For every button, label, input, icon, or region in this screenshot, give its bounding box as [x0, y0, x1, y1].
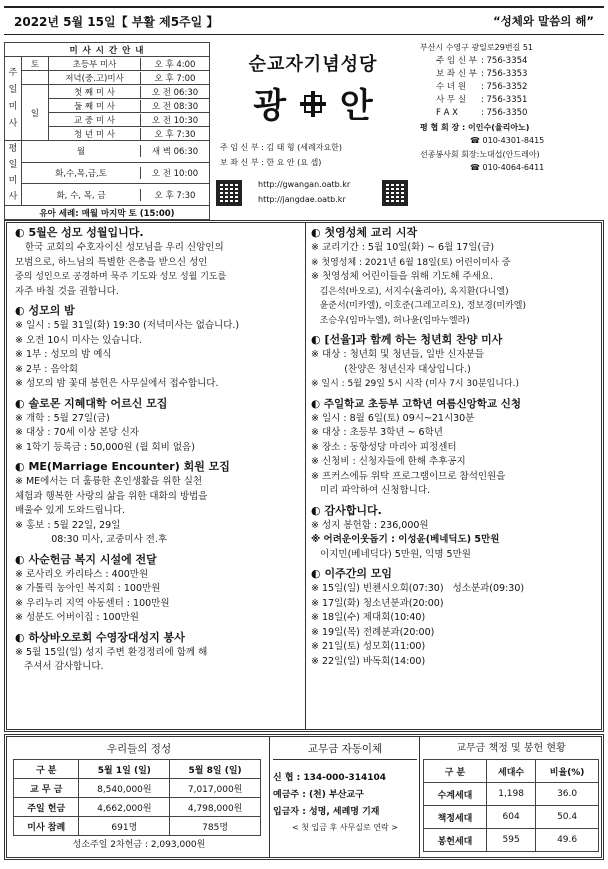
- left-column: [15, 225, 301, 675]
- contact-value: : 756-3352: [480, 82, 528, 92]
- table-row: 교 무 금 8,540,000원 7,017,000원: [14, 779, 261, 798]
- section-solomon-college: ◐ 솔로몬 지혜대학 어르신 모집 ※ 개학 : 5월 27일(금) ※ 대상 : 70세 이상 본당 신자 ※ 1학기 등록금 : 50,000원 (월 회비 없음): [15, 396, 301, 456]
- contact-label: 수 녀 원: [436, 82, 467, 92]
- mass-time: 오 후 7:30: [154, 129, 196, 140]
- mass-name: 초등부 미사: [49, 58, 141, 70]
- section-marriage-encounter: ◐ ME(Marriage Encounter) 회원 모집 ※ ME에서는 더 훌륭한 혼인생활을 위한 실천 체험과 행복한 사랑의 삶을 위한 대화의 방법을 배울수 있게 도와드립니다. ※ 홍보 : 5월 22일, 29일 08:30 미사, 교중미사 전.후: [15, 459, 301, 548]
- mass-time: 오 전 10:30: [151, 115, 199, 126]
- table-header: 구 분: [424, 760, 487, 783]
- motto: “성체와 말씀의 해”: [493, 14, 594, 28]
- mass-name: 화,수,목,금,토: [22, 167, 141, 179]
- assistant-pastor: 보 좌 신 부 : 한 요 안 (요 셉): [220, 158, 322, 167]
- tithe-status-title: 교무금 책정 및 봉헌 현황: [456, 743, 566, 754]
- offerings-table: [13, 759, 261, 836]
- council-president: 평 협 회 장 : 이인수(율리아노): [420, 123, 530, 132]
- table-row: 미사 참례 691명 785명: [14, 817, 261, 836]
- header-bar: [4, 6, 604, 35]
- divider: [269, 737, 270, 857]
- church-name: [214, 78, 412, 127]
- table-row: 주일 헌금 4,662,000원 4,798,000원: [14, 798, 261, 817]
- mass-schedule-title: 미 사 시 간 안 내: [5, 43, 210, 57]
- right-column: [311, 225, 599, 669]
- contact-label: 주 임 신 부: [436, 56, 477, 66]
- section-first-communion: ◐ 첫영성체 교리 시작 ※ 교리기간 : 5월 10일(화) ~ 6월 17일(금) ※ 첫영성체 : 2021년 6월 18일(토) 어린이미사 중 ※ 첫영성체 어린이들을 위해 기도해 주세요. 김은석(바오로), 서지수(율리아), 옥지환(다니엘) 윤준서(미카엘), 이호준(그레고리오), 정보경(미카엘) 조승우(임마누엘), 허나윤(임마누엘라): [311, 225, 599, 328]
- cross-emblem-icon: [298, 88, 328, 118]
- mass-name: 청 년 미 사: [49, 128, 141, 140]
- mass-time: 오 후 7:00: [154, 73, 196, 84]
- phone-table: [434, 55, 529, 120]
- news-box: [4, 220, 604, 732]
- offerings-panel: [13, 739, 265, 854]
- mass-schedule: [4, 42, 210, 219]
- offerings-title: 우리들의 정성: [106, 743, 172, 755]
- table-header: 비율(%): [536, 760, 599, 783]
- url-gwangan[interactable]: http://gwangan.oatb.kr: [258, 180, 351, 189]
- column-divider: [305, 223, 306, 729]
- subtitle: 순교자기념성당: [248, 54, 378, 75]
- bank-account: 신 협 : 134-000-314104: [273, 773, 387, 783]
- infant-baptism: 유아 세례: 매월 마지막 토 (15:00): [5, 206, 210, 220]
- mass-name: 화, 수, 목, 금: [22, 189, 141, 201]
- day-label: 토: [22, 57, 49, 71]
- account-holder: 예금주 : (천) 부산교구: [273, 790, 364, 800]
- table-header: 5월 1일 (일): [79, 760, 170, 779]
- table-header: 구 분: [14, 760, 79, 779]
- auto-transfer-title: 교무금 자동이체: [273, 739, 417, 760]
- table-row: 봉헌세대 595 49.6: [424, 829, 599, 852]
- day-label: 일: [22, 85, 49, 141]
- mass-time: 오 후 4:00: [154, 59, 196, 70]
- sunday-mass-label: 주일미사: [5, 57, 22, 141]
- pastor: 주 임 신 부 : 김 태 형 (세례자요한): [220, 143, 343, 152]
- url-jangdae[interactable]: http://jangdae.oatb.kr: [258, 195, 346, 204]
- transfer-note: 입금자 : 성명, 세례명 기재: [273, 807, 380, 817]
- auto-transfer-panel: [273, 739, 417, 835]
- tithe-status-panel: [423, 739, 599, 852]
- contact-label: 보 좌 신 부: [436, 69, 477, 79]
- section-marian-night: ◐ 성모의 밤 ※ 일시 : 5월 31일(화) 19:30 (저녁미사는 없습니다.) ※ 오전 10시 미사는 있습니다. ※ 1부 : 성모의 밤 예식 ※ 2부 : 음악회 ※ 성모의 밤 꽃대 봉헌은 사무실에서 접수합니다.: [15, 303, 301, 392]
- mass-schedule-table: [4, 42, 210, 220]
- table-row: 책정세대 604 50.4: [424, 806, 599, 829]
- table-header: 5월 8일 (일): [170, 760, 261, 779]
- table-row: 수계세대 1,198 36.0: [424, 783, 599, 806]
- section-thanks: ◐ 감사합니다. ※ 성지 봉헌함 : 236,000원 ※ 어려운이웃돕기 : 이성윤(베네딕도) 5만원 이지민(베네딕다) 5만원, 익명 5만원: [311, 503, 599, 563]
- council-president-phone: ☎ 010-4301-8415: [470, 136, 545, 145]
- table-header: 세대수: [486, 760, 535, 783]
- date-line: 2022년 5월 15일【 부활 제5주일 】: [14, 15, 219, 29]
- mass-name: 월: [22, 145, 141, 157]
- section-lent-offering: ◐ 사순헌금 복지 시설에 전달 ※ 로사리오 카리타스 : 400만원 ※ 가톨릭 농아인 복지회 : 100만원 ※ 우리누리 지역 아동센터 : 100만원 ※ 성분도 어버이집 : 100만원: [15, 552, 301, 626]
- transfer-note-contact: < 첫 입금 후 사무실로 연락 >: [292, 823, 398, 832]
- title-block: [214, 40, 412, 216]
- contact-label: F A X: [436, 108, 458, 118]
- contact-value: : 756-3353: [480, 69, 528, 79]
- mass-time: 오 후 7:30: [154, 190, 196, 201]
- qr-code-icon[interactable]: [216, 180, 242, 206]
- mass-name: 둘 째 미 사: [49, 100, 141, 112]
- contact-value: : 756-3351: [480, 95, 528, 105]
- section-meetings: ◐ 이주간의 모임 ※ 15일(일) 빈첸시오회(07:30) 성소분과(09:30) ※ 17일(화) 청소년분과(20:00) ※ 18일(수) 제대회(10:40) ※ 19일(목) 전례분과(20:00) ※ 21일(토) 성모회(11:00) ※ 22일(일) 바독회(14:00): [311, 566, 599, 669]
- section-hasang-volunteer: ◐ 하상바오로회 수영장대성지 봉사 ※ 5월 15일(일) 성지 주변 환경정리에 함께 해 주셔서 감사합니다.: [15, 630, 301, 675]
- contact-value: : 756-3350: [480, 108, 528, 118]
- weekday-mass-label: 평일미사: [5, 141, 22, 206]
- section-summer-camp: ◐ 주일학교 초등부 고학년 여름신앙학교 신청 ※ 일시 : 8월 6일(토) 09시~21시30분 ※ 대상 : 초등부 3학년 ~ 6학년 ※ 장소 : 동항성당 마리아 피정센터 ※ 신청비 : 신청자들에 한해 추후공지 ※ 프커스에듀 위탁 프로그램이므로 참석인원을 미리 파악하여 신청합니다.: [311, 396, 599, 499]
- mass-name: 저녁(중.고)미사: [49, 72, 141, 84]
- title-right: 안: [339, 86, 373, 126]
- shrine-president: 선종봉사회 회장:노대섭(안드레아): [420, 150, 540, 159]
- qr-code-icon[interactable]: [382, 180, 408, 206]
- mass-name: 첫 째 미 사: [49, 86, 141, 98]
- mass-time: 오 전 06:30: [151, 87, 199, 98]
- contact-value: : 756-3354: [480, 56, 528, 66]
- address: 부산시 수영구 광일로29번길 51: [420, 43, 533, 52]
- finance-box: [4, 734, 604, 860]
- mass-name: 교 중 미 사: [49, 114, 141, 126]
- shrine-president-phone: ☎ 010-4064-6411: [470, 163, 545, 172]
- tithe-status-table: [423, 759, 599, 852]
- contact-label: 사 무 실: [436, 95, 467, 105]
- vocation-offering: 성소주일 2차헌금 : 2,093,000원: [72, 840, 206, 850]
- divider: [419, 737, 420, 857]
- mass-time: 새 벽 06:30: [151, 147, 199, 158]
- mass-time: 오 전 08:30: [151, 101, 199, 112]
- contact-block: [416, 42, 604, 216]
- mass-time: 오 전 10:00: [151, 168, 199, 179]
- section-marian-month: ◐ 5월은 성모 성월입니다. 한국 교회의 수호자이신 성모님을 우리 신앙인의 모범으로, 하느님의 특별한 은총을 받으신 성인 중의 성인으로 공경하며 묵주 기도와 성모 성월 기도를 자주 바칠 것을 권합니다.: [15, 225, 301, 299]
- day-label: [22, 71, 49, 85]
- title-left: 광: [253, 86, 287, 126]
- section-youth-praise-mass: ◐ [선율]과 함께 하는 청년회 찬양 미사 ※ 대상 : 청년회 및 청년들, 일반 신자분들 (찬양은 청년신자 대상입니다.) ※ 일시 : 5월 29일 5시 시작 (미사 7시 30분입니다.): [311, 332, 599, 392]
